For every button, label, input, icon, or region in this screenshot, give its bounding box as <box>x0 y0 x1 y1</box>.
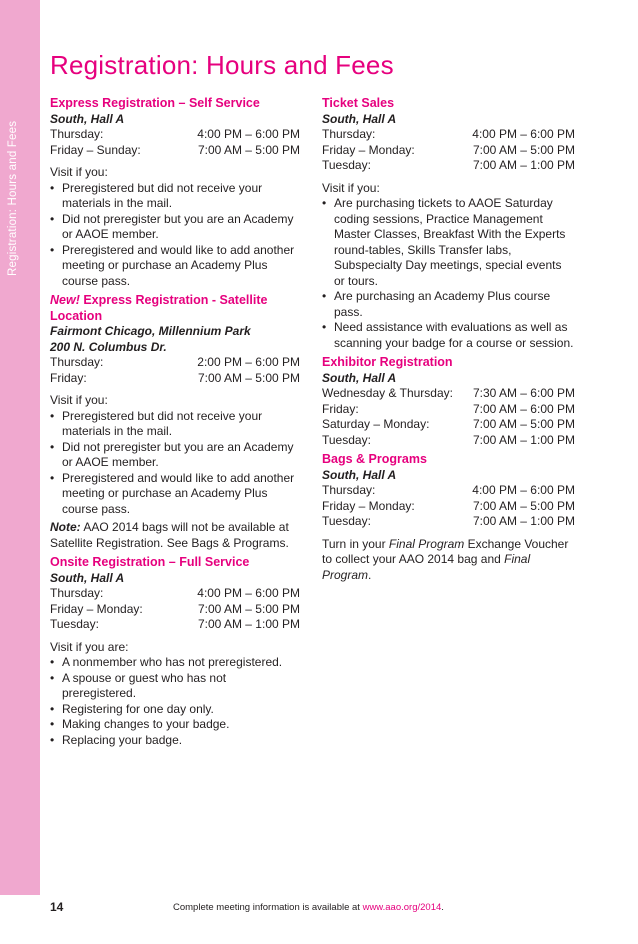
hours-time: 7:00 AM – 5:00 PM <box>472 417 575 431</box>
bullet-list <box>50 409 300 518</box>
hours-time: 7:00 AM – 6:00 PM <box>472 401 575 416</box>
hours-row <box>322 483 575 499</box>
section-title: Exhibitor Registration <box>322 355 453 369</box>
hours-row <box>50 586 300 602</box>
satellite-note <box>50 520 300 551</box>
hours-row <box>322 499 575 515</box>
bags-programs-section <box>322 452 575 583</box>
list-item: • Need assistance with evaluations as well as scanning your badge for a course or session. <box>322 320 575 351</box>
right-column <box>322 96 575 587</box>
hours-row <box>50 143 300 159</box>
hours-time: 4:00 PM – 6:00 PM <box>472 483 575 497</box>
bullet-list <box>50 655 300 748</box>
hours-day: Friday: <box>322 401 359 416</box>
bags-note <box>322 537 575 584</box>
side-tab-label: Registration: Hours and Fees <box>7 120 19 276</box>
list-item: • A spouse or guest who has not preregistered. <box>50 671 300 702</box>
location: South, Hall A <box>50 111 125 126</box>
hours-row <box>322 386 575 402</box>
list-item: • Did not preregister but you are an Academy or AAOE member. <box>50 440 300 471</box>
footer-text: Complete meeting information is available at <box>173 902 363 913</box>
hours-time: 7:00 AM – 5:00 PM <box>472 142 575 157</box>
list-item: • Are purchasing an Academy Plus course pass. <box>322 289 575 320</box>
list-item: • Preregistered but did not receive your materials in the mail. <box>50 181 300 212</box>
location: South, Hall A <box>322 111 397 126</box>
hours-row <box>322 127 575 143</box>
location: South, Hall A <box>50 570 125 585</box>
hours-day: Thursday: <box>50 355 104 369</box>
hours-time: 7:30 AM – 6:00 PM <box>472 386 575 400</box>
hours-day: Thursday: <box>322 127 376 141</box>
hours-day: Tuesday: <box>322 432 371 447</box>
hours-day: Thursday: <box>50 127 104 141</box>
left-column <box>50 96 300 752</box>
hours-time: 4:00 PM – 6:00 PM <box>197 127 300 141</box>
hours-day: Tuesday: <box>50 617 99 631</box>
hours-row <box>322 143 575 159</box>
hours-day: Saturday – Monday: <box>322 417 430 431</box>
note-text: AAO 2014 bags will not be available at Satellite Registration. See Bags & Programs. <box>50 520 289 550</box>
list-item: • A nonmember who has not preregistered. <box>50 655 300 671</box>
ticket-sales-section <box>322 96 575 351</box>
hours-row <box>50 355 300 371</box>
section-title: Bags & Programs <box>322 452 427 466</box>
list-item: • Preregistered and would like to add another meeting or purchase an Academy Plus course pass. <box>50 243 300 290</box>
section-title <box>50 293 300 324</box>
location: South, Hall A <box>322 370 397 385</box>
hours-day: Tuesday: <box>322 158 371 172</box>
hours-time: 2:00 PM – 6:00 PM <box>197 355 300 369</box>
hours-day: Wednesday & Thursday: <box>322 386 453 400</box>
hours-row <box>322 158 575 174</box>
website-link[interactable]: www.aao.org/2014 <box>362 902 442 913</box>
list-item: • Preregistered but did not receive your materials in the mail. <box>50 409 300 440</box>
hours-row <box>50 127 300 143</box>
hours-row <box>50 602 300 618</box>
list-item: • Are purchasing tickets to AAOE Saturday coding sessions, Practice Management Master Classes, Breakfast With the Experts round-tables, Skills Transfer labs, Subspecialty Day meetings, special events or tours. <box>322 196 575 289</box>
list-item: • Preregistered and would like to add another meeting or purchase an Academy Plus course pass. <box>50 471 300 518</box>
new-label: New! <box>50 293 80 307</box>
section-title-text: Express Registration - Satellite Location <box>50 293 268 323</box>
onsite-registration-section <box>50 555 300 748</box>
bullet-list <box>322 196 575 351</box>
hours-time: 7:00 AM – 5:00 PM <box>472 498 575 513</box>
list-item: • Registering for one day only. <box>50 702 300 718</box>
hours-time: 7:00 AM – 5:00 PM <box>197 142 300 157</box>
note-text: Turn in your <box>322 536 389 551</box>
hours-day: Thursday: <box>50 586 104 600</box>
hours-day: Friday – Monday: <box>50 601 143 616</box>
hours-time: 7:00 AM – 1:00 PM <box>472 432 575 447</box>
hours-row <box>50 617 300 633</box>
note-label: Note: <box>50 520 81 534</box>
hours-row <box>322 417 575 433</box>
hours-row <box>50 371 300 387</box>
hours-time: 7:00 AM – 5:00 PM <box>197 370 300 385</box>
hours-time: 7:00 AM – 5:00 PM <box>197 601 300 616</box>
list-item: • Replacing your badge. <box>50 733 300 749</box>
hours-time: 4:00 PM – 6:00 PM <box>472 127 575 141</box>
express-registration-section <box>50 96 300 289</box>
location: Fairmont Chicago, Millennium Park <box>50 324 251 338</box>
section-title: Ticket Sales <box>322 96 395 110</box>
hours-day: Tuesday: <box>322 514 371 528</box>
visit-intro: Visit if you: <box>322 180 380 195</box>
note-text: Exchange Voucher to collect your AAO 2014 bag and <box>322 536 569 566</box>
hours-day: Friday – Sunday: <box>50 142 141 157</box>
hours-time: 4:00 PM – 6:00 PM <box>197 586 300 600</box>
hours-time: 7:00 AM – 1:00 PM <box>472 514 575 528</box>
hours-day: Thursday: <box>322 483 376 497</box>
list-item: • Making changes to your badge. <box>50 717 300 733</box>
hours-day: Friday – Monday: <box>322 142 415 157</box>
footer-note <box>173 902 444 913</box>
section-title: Express Registration – Self Service <box>50 96 260 110</box>
satellite-registration-section <box>50 293 300 551</box>
note-emphasis: Final Program <box>388 536 465 551</box>
visit-intro: Visit if you: <box>50 393 108 407</box>
hours-row <box>322 402 575 418</box>
location: South, Hall A <box>322 467 397 482</box>
visit-intro: Visit if you: <box>50 165 108 179</box>
footer-period: . <box>441 902 444 913</box>
visit-intro: Visit if you are: <box>50 639 129 654</box>
hours-row <box>322 514 575 530</box>
section-title: Onsite Registration – Full Service <box>50 555 250 569</box>
hours-row <box>322 433 575 449</box>
hours-day: Friday: <box>50 370 87 385</box>
hours-time: 7:00 AM – 1:00 PM <box>472 158 575 172</box>
hours-day: Friday – Monday: <box>322 498 415 513</box>
bullet-list <box>50 181 300 290</box>
hours-time: 7:00 AM – 1:00 PM <box>197 617 300 631</box>
page-title: Registration: Hours and Fees <box>50 50 394 80</box>
location-address: 200 N. Columbus Dr. <box>50 339 167 354</box>
exhibitor-registration-section <box>322 355 575 448</box>
list-item: • Did not preregister but you are an Academy or AAOE member. <box>50 212 300 243</box>
note-text: . <box>368 567 372 582</box>
page-number: 14 <box>50 900 64 914</box>
note-emphasis: Final Program <box>322 552 531 582</box>
side-tab <box>0 0 40 895</box>
